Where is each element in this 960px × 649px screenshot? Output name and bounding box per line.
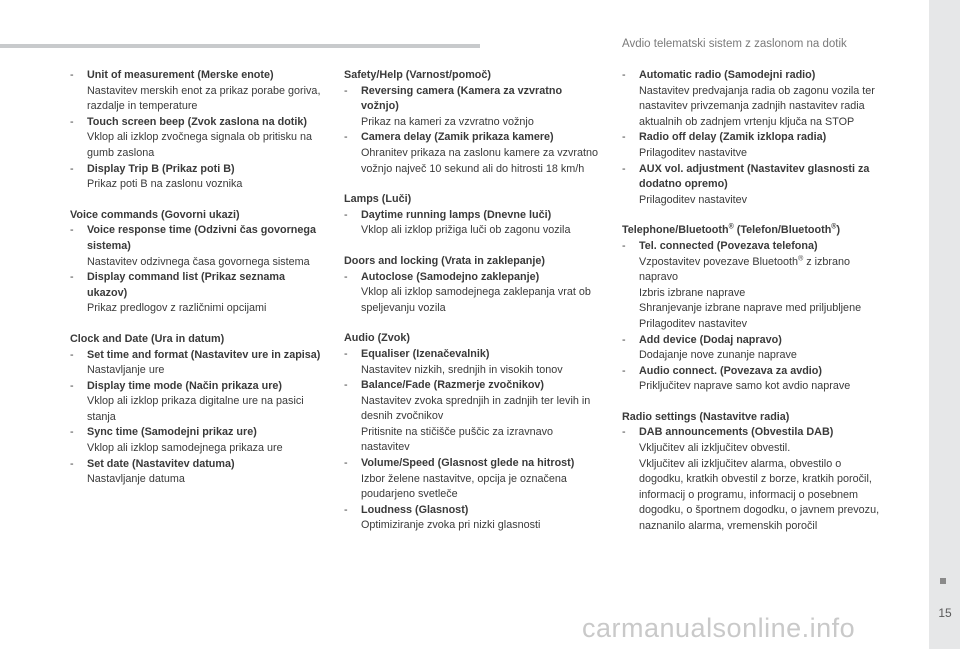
setting-item-title: Touch screen beep (Zvok zaslona na dotik) (87, 115, 307, 128)
bullet-dash: - (344, 131, 348, 144)
setting-item (344, 503, 602, 534)
bullet-dash: - (70, 115, 74, 128)
setting-item (622, 425, 887, 534)
bullet-dash: - (622, 69, 626, 81)
setting-item-description: Izbor želene nastavitve, opcija je označena poudarjeno svetleče (361, 472, 567, 501)
setting-item-description: Vključitev ali izključitev obvestil. (639, 442, 791, 455)
section-title: Radio settings (Nastavitve radia) (622, 410, 790, 423)
setting-item-description: Prilagoditev nastavitev (639, 317, 748, 330)
setting-item-title: Camera delay (Zamik prikaza kamere) (361, 131, 554, 144)
setting-item-description: Vklop ali izklop prikaza digitalne ure na pasici stanja (87, 395, 304, 423)
setting-item-title: Balance/Fade (Razmerje zvočnikov) (361, 379, 545, 392)
setting-item (344, 270, 602, 317)
bullet-dash: - (344, 347, 348, 360)
setting-item-description: Ohranitev prikaza na zaslonu kamere za vzvratno vožnjo največ 10 sekund ali do hitrosti 18 km/h (361, 146, 599, 175)
section-title: Clock and Date (Ura in datum) (70, 332, 225, 345)
setting-item-description: Shranjevanje izbrane naprave med priljubljene (639, 302, 862, 315)
setting-item (622, 162, 887, 209)
setting-item-title: Tel. connected (Povezava telefona) (639, 239, 818, 252)
settings-section (622, 68, 887, 208)
setting-item-description: Nastavljanje ure (87, 364, 165, 377)
bullet-dash: - (70, 271, 74, 284)
setting-item-description: Nastavitev predvajanja radia ob zagonu vozila ter nastavitev privzemanja zadnjih nastavitev radia aktualnih ob zadnjem vrtenju ključa na STOP (639, 84, 875, 128)
bullet-dash: - (344, 84, 348, 97)
setting-item (344, 84, 602, 131)
setting-item-description: Prilagoditev nastavitve (639, 146, 748, 159)
settings-section (344, 254, 602, 316)
bullet-dash: - (344, 270, 348, 283)
header-rule (0, 44, 480, 48)
setting-item-title: Unit of measurement (Merske enote) (87, 69, 274, 81)
watermark-text: carmanualsonline.info (582, 613, 856, 643)
setting-item-description: Izbris izbrane naprave (639, 286, 746, 299)
setting-item-title: Loudness (Glasnost) (361, 503, 469, 516)
settings-section (70, 208, 328, 317)
settings-section (622, 410, 887, 535)
bullet-dash: - (70, 457, 74, 470)
column-1 (70, 68, 328, 503)
bullet-dash: - (622, 364, 626, 377)
setting-item-title: Radio off delay (Zamik izklopa radia) (639, 131, 827, 144)
section-title: Telephone/Bluetooth® (Telefon/Bluetooth®) (622, 223, 841, 237)
section-title: Audio (Zvok) (344, 332, 410, 345)
setting-item (70, 223, 328, 270)
setting-item (70, 457, 328, 488)
setting-item-title: Automatic radio (Samodejni radio) (639, 69, 816, 81)
setting-item-title: Volume/Speed (Glasnost glede na hitrost) (361, 457, 575, 470)
setting-item-title: Sync time (Samodejni prikaz ure) (87, 426, 257, 439)
settings-section (344, 192, 602, 239)
bullet-dash: - (70, 162, 74, 175)
section-title: Safety/Help (Varnost/pomoč) (344, 69, 491, 81)
setting-item-description: Nastavitev odzivnega časa govornega sistema (87, 255, 310, 268)
setting-item (622, 333, 887, 364)
setting-item-description: Optimiziranje zvoka pri nizki glasnosti (361, 519, 541, 532)
setting-item-title: Reversing camera (Kamera za vzvratno vožnjo) (361, 84, 563, 113)
setting-item (70, 115, 328, 162)
setting-item-title: Display time mode (Način prikaza ure) (87, 379, 283, 392)
setting-item (70, 348, 328, 379)
bullet-dash: - (70, 348, 74, 361)
setting-item-description: Nastavljanje datuma (87, 473, 185, 486)
page-marker (940, 578, 946, 584)
setting-item-description: Prikaz poti B na zaslonu voznika (87, 178, 243, 191)
setting-item-title: Voice response time (Odzivni čas govornega sistema) (87, 224, 317, 252)
setting-item-description: Prilagoditev nastavitev (639, 193, 748, 206)
setting-item (622, 364, 887, 395)
setting-item-description: Prikaz predlogov z različnimi opcijami (87, 302, 267, 315)
setting-item-title: Audio connect. (Povezava za avdio) (639, 364, 822, 377)
bullet-dash: - (344, 457, 348, 470)
settings-section (70, 68, 328, 193)
bullet-dash: - (622, 239, 626, 252)
setting-item (344, 456, 602, 503)
setting-item-description: Nastavitev nizkih, srednjih in visokih tonov (361, 363, 563, 376)
setting-item-description: Vklop ali izklop prižiga luči ob zagonu vozila (361, 224, 571, 237)
setting-item (344, 130, 602, 177)
setting-item-description: Pritisnite na stičišče puščic za izravnavo nastavitev (361, 425, 554, 454)
page-number: 15 (938, 606, 952, 620)
setting-item (344, 208, 602, 239)
bullet-dash: - (344, 208, 348, 221)
setting-item-description: Vklop ali izklop samodejnega prikaza ure (87, 442, 283, 455)
setting-item (622, 239, 887, 333)
page-header-title: Avdio telematski sistem z zaslonom na dotik (622, 38, 847, 50)
setting-item-title: AUX vol. adjustment (Nastavitev glasnosti za dodatno opremo) (639, 162, 870, 191)
setting-item-description: Vklop ali izklop zvočnega signala ob pritisku na gumb zaslona (87, 131, 313, 159)
setting-item-title: Display Trip B (Prikaz poti B) (87, 162, 235, 175)
setting-item-description: Nastavitev zvoka sprednjih in zadnjih ter levih in desnih zvočnikov (361, 394, 591, 423)
bullet-dash: - (344, 503, 348, 516)
bullet-dash: - (622, 426, 626, 439)
bullet-dash: - (70, 224, 74, 237)
setting-item (70, 379, 328, 426)
settings-section (70, 332, 328, 488)
setting-item-title: Daytime running lamps (Dnevne luči) (361, 208, 552, 221)
bullet-dash: - (622, 131, 626, 144)
setting-item-title: DAB announcements (Obvestila DAB) (639, 426, 834, 439)
bullet-dash: - (70, 426, 74, 439)
setting-item (70, 425, 328, 456)
setting-item (70, 270, 328, 317)
setting-item-title: Display command list (Prikaz seznama ukazov) (87, 271, 286, 299)
column-2 (344, 68, 602, 549)
settings-section (344, 331, 602, 534)
settings-section (344, 68, 602, 177)
setting-item-title: Set date (Nastavitev datuma) (87, 457, 235, 470)
column-3 (622, 68, 887, 550)
setting-item-description: Vključitev ali izključitev alarma, obvestilo o dogodku, kratkih obvestil z borze, kratkih poročil, informacij o programu, informacij o posebnem dogodku, o športnem dogodku, o javnem prevozu, naznanilo alarma, vremenskih poročil (639, 457, 880, 533)
settings-section (622, 223, 887, 395)
bullet-dash: - (622, 162, 626, 175)
setting-item-description: Priključitev naprave samo kot avdio naprave (639, 380, 851, 393)
bullet-dash: - (344, 379, 348, 392)
setting-item-description: Nastavitev merskih enot za prikaz porabe goriva, razdalje in temperature (87, 84, 321, 113)
bullet-dash: - (70, 69, 74, 81)
setting-item (70, 162, 328, 193)
setting-item-description: Vklop ali izklop samodejnega zaklepanja vrat ob speljevanju vozila (361, 286, 591, 314)
setting-item (622, 130, 887, 161)
section-title: Voice commands (Govorni ukazi) (70, 208, 240, 221)
setting-item-title: Autoclose (Samodejno zaklepanje) (361, 270, 540, 283)
setting-item (344, 378, 602, 456)
setting-item (344, 347, 602, 378)
setting-item-description: Vzpostavitev povezave Bluetooth® z izbrano napravo (639, 254, 851, 284)
setting-item-title: Set time and format (Nastavitev ure in zapisa) (87, 348, 321, 361)
setting-item-title: Equaliser (Izenačevalnik) (361, 347, 490, 360)
setting-item (622, 68, 887, 130)
section-title: Doors and locking (Vrata in zaklepanje) (344, 254, 545, 267)
bullet-dash: - (70, 379, 74, 392)
bullet-dash: - (622, 333, 626, 346)
section-title: Lamps (Luči) (344, 193, 412, 206)
setting-item (70, 68, 328, 115)
setting-item-description: Dodajanje nove zunanje naprave (639, 349, 797, 362)
setting-item-title: Add device (Dodaj napravo) (639, 333, 782, 346)
side-margin-strip (929, 0, 960, 649)
setting-item-description: Prikaz na kameri za vzvratno vožnjo (361, 115, 534, 128)
